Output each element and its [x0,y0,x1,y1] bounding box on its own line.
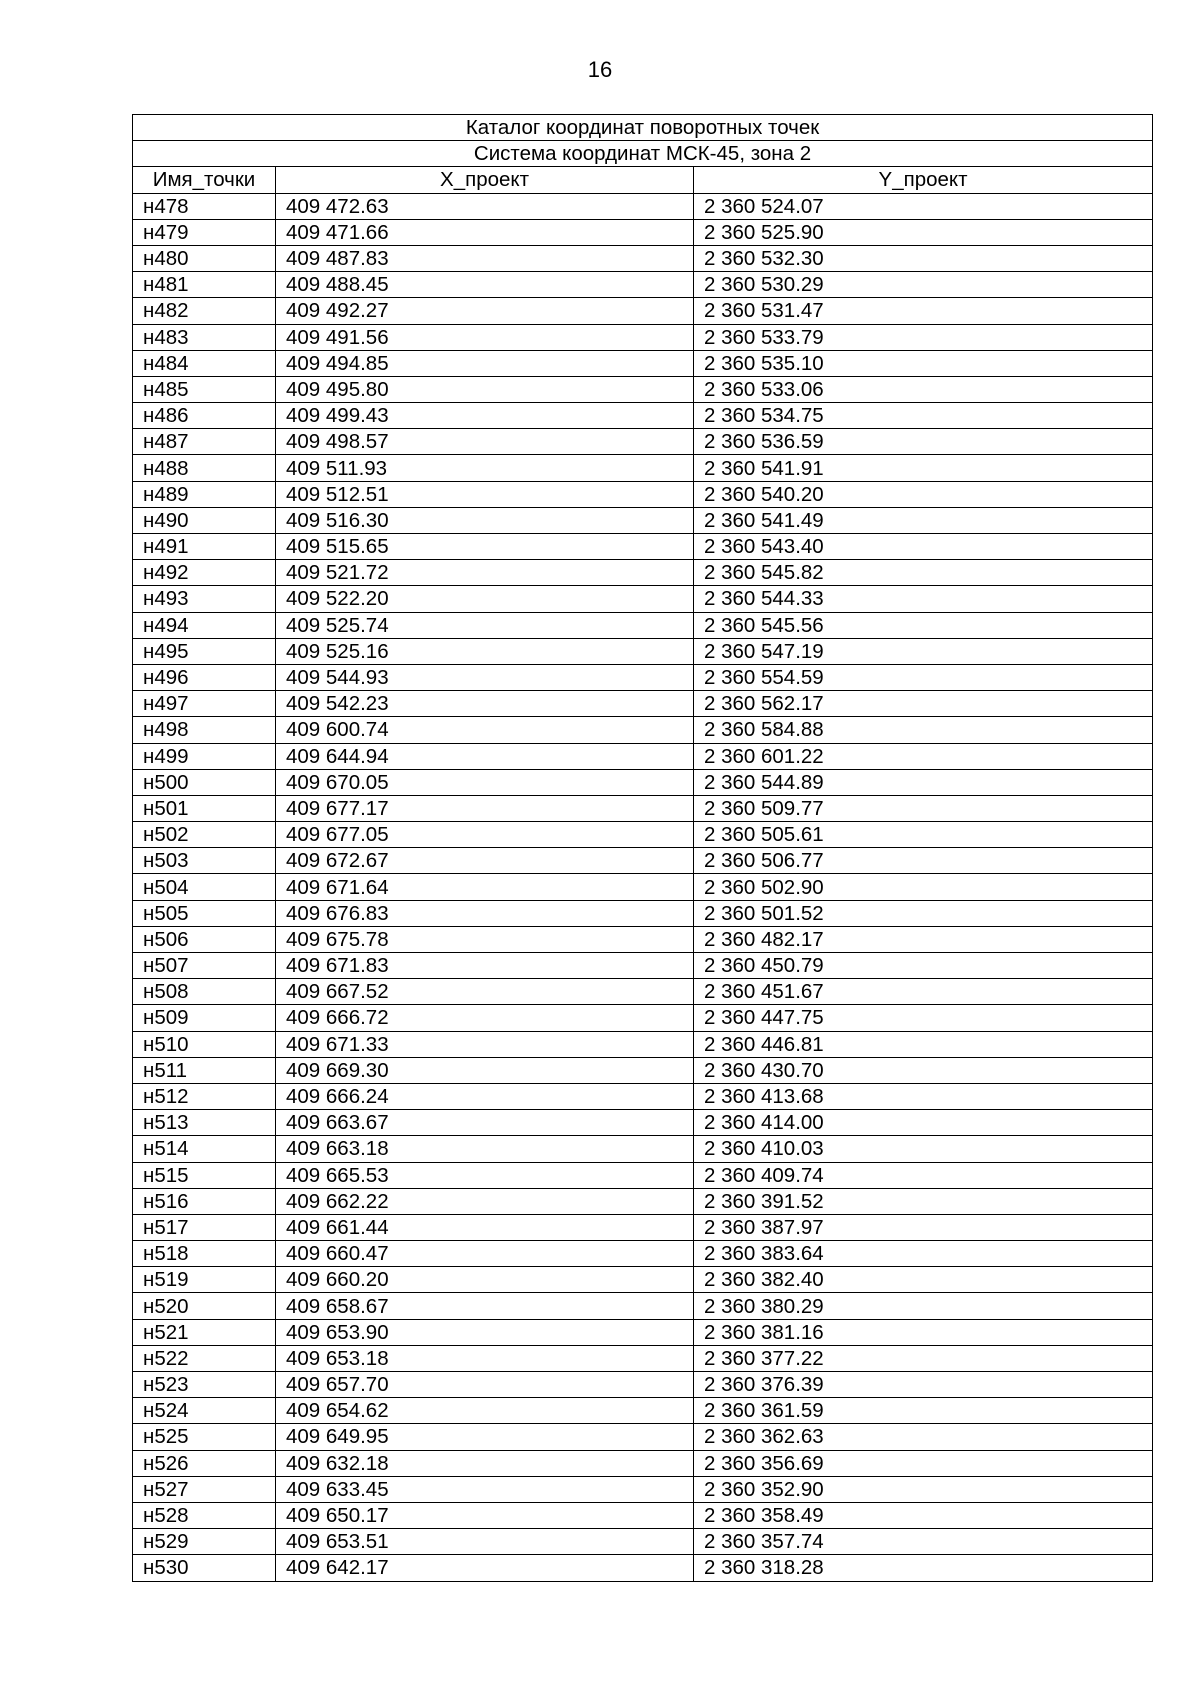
cell-x-coordinate: 409 653.90 [276,1319,694,1345]
cell-y-coordinate: 2 360 505.61 [694,822,1153,848]
cell-x-coordinate: 409 662.22 [276,1188,694,1214]
table-row [133,1398,1153,1424]
cell-x-coordinate: 409 677.05 [276,822,694,848]
table-row [133,1031,1153,1057]
cell-y-coordinate: 2 360 450.79 [694,953,1153,979]
table-row [133,1188,1153,1214]
cell-point-name: н483 [133,324,276,350]
cell-point-name: н494 [133,612,276,638]
table-row [133,1319,1153,1345]
cell-x-coordinate: 409 515.65 [276,534,694,560]
cell-x-coordinate: 409 653.51 [276,1529,694,1555]
cell-point-name: н478 [133,193,276,219]
cell-point-name: н495 [133,638,276,664]
cell-y-coordinate: 2 360 536.59 [694,429,1153,455]
cell-point-name: н502 [133,822,276,848]
cell-point-name: н496 [133,664,276,690]
cell-point-name: н497 [133,691,276,717]
cell-x-coordinate: 409 650.17 [276,1502,694,1528]
table-row [133,1214,1153,1240]
table-row [133,429,1153,455]
cell-point-name: н518 [133,1241,276,1267]
cell-point-name: н522 [133,1345,276,1371]
cell-point-name: н509 [133,1005,276,1031]
cell-point-name: н526 [133,1450,276,1476]
cell-x-coordinate: 409 522.20 [276,586,694,612]
cell-y-coordinate: 2 360 357.74 [694,1529,1153,1555]
cell-x-coordinate: 409 487.83 [276,245,694,271]
cell-y-coordinate: 2 360 382.40 [694,1267,1153,1293]
cell-x-coordinate: 409 600.74 [276,717,694,743]
cell-x-coordinate: 409 644.94 [276,743,694,769]
column-header-x: X_проект [276,167,694,193]
cell-x-coordinate: 409 658.67 [276,1293,694,1319]
cell-point-name: н506 [133,926,276,952]
cell-x-coordinate: 409 499.43 [276,403,694,429]
cell-y-coordinate: 2 360 387.97 [694,1214,1153,1240]
cell-x-coordinate: 409 492.27 [276,298,694,324]
cell-point-name: н484 [133,350,276,376]
cell-x-coordinate: 409 544.93 [276,664,694,690]
cell-x-coordinate: 409 516.30 [276,507,694,533]
table-row [133,1450,1153,1476]
cell-y-coordinate: 2 360 509.77 [694,795,1153,821]
page-number: 16 [587,57,613,82]
cell-point-name: н500 [133,769,276,795]
table-row [133,1162,1153,1188]
table-row [133,743,1153,769]
table-row [133,822,1153,848]
coordinates-table [132,114,1153,1582]
table-row [133,1136,1153,1162]
cell-x-coordinate: 409 671.33 [276,1031,694,1057]
cell-x-coordinate: 409 667.52 [276,979,694,1005]
cell-y-coordinate: 2 360 356.69 [694,1450,1153,1476]
table-row [133,403,1153,429]
table-row [133,1424,1153,1450]
cell-y-coordinate: 2 360 540.20 [694,481,1153,507]
table-subtitle: Система координат МСК-45, зона 2 [133,141,1153,167]
cell-point-name: н493 [133,586,276,612]
cell-point-name: н530 [133,1555,276,1581]
cell-point-name: н489 [133,481,276,507]
cell-point-name: н485 [133,376,276,402]
cell-x-coordinate: 409 525.16 [276,638,694,664]
cell-y-coordinate: 2 360 554.59 [694,664,1153,690]
cell-x-coordinate: 409 657.70 [276,1372,694,1398]
cell-point-name: н482 [133,298,276,324]
cell-y-coordinate: 2 360 482.17 [694,926,1153,952]
cell-y-coordinate: 2 360 451.67 [694,979,1153,1005]
cell-x-coordinate: 409 472.63 [276,193,694,219]
table-row [133,1529,1153,1555]
table-row [133,245,1153,271]
cell-point-name: н481 [133,272,276,298]
cell-y-coordinate: 2 360 380.29 [694,1293,1153,1319]
table-title-row [133,115,1153,141]
cell-x-coordinate: 409 488.45 [276,272,694,298]
cell-point-name: н505 [133,900,276,926]
cell-x-coordinate: 409 642.17 [276,1555,694,1581]
cell-point-name: н513 [133,1110,276,1136]
cell-y-coordinate: 2 360 601.22 [694,743,1153,769]
table-row [133,638,1153,664]
table-row [133,507,1153,533]
cell-x-coordinate: 409 663.67 [276,1110,694,1136]
cell-y-coordinate: 2 360 541.91 [694,455,1153,481]
table-row [133,1372,1153,1398]
table-row [133,219,1153,245]
cell-x-coordinate: 409 675.78 [276,926,694,952]
table-row [133,1005,1153,1031]
cell-y-coordinate: 2 360 362.63 [694,1424,1153,1450]
table-row [133,717,1153,743]
cell-point-name: н521 [133,1319,276,1345]
table-row [133,586,1153,612]
cell-point-name: н529 [133,1529,276,1555]
table-row [133,534,1153,560]
table-row [133,1476,1153,1502]
table-header-row [133,167,1153,193]
cell-y-coordinate: 2 360 545.56 [694,612,1153,638]
cell-y-coordinate: 2 360 547.19 [694,638,1153,664]
cell-x-coordinate: 409 471.66 [276,219,694,245]
cell-point-name: н520 [133,1293,276,1319]
cell-point-name: н523 [133,1372,276,1398]
cell-y-coordinate: 2 360 352.90 [694,1476,1153,1502]
table-row [133,481,1153,507]
cell-y-coordinate: 2 360 535.10 [694,350,1153,376]
cell-x-coordinate: 409 653.18 [276,1345,694,1371]
cell-point-name: н510 [133,1031,276,1057]
cell-y-coordinate: 2 360 501.52 [694,900,1153,926]
cell-point-name: н516 [133,1188,276,1214]
table-row [133,612,1153,638]
cell-y-coordinate: 2 360 533.79 [694,324,1153,350]
table-row [133,376,1153,402]
cell-point-name: н528 [133,1502,276,1528]
cell-point-name: н491 [133,534,276,560]
table-row [133,953,1153,979]
cell-x-coordinate: 409 491.56 [276,324,694,350]
cell-point-name: н490 [133,507,276,533]
cell-y-coordinate: 2 360 524.07 [694,193,1153,219]
cell-y-coordinate: 2 360 447.75 [694,1005,1153,1031]
cell-x-coordinate: 409 670.05 [276,769,694,795]
cell-point-name: н499 [133,743,276,769]
cell-y-coordinate: 2 360 525.90 [694,219,1153,245]
cell-y-coordinate: 2 360 532.30 [694,245,1153,271]
table-row [133,926,1153,952]
cell-point-name: н504 [133,874,276,900]
cell-y-coordinate: 2 360 430.70 [694,1057,1153,1083]
cell-point-name: н517 [133,1214,276,1240]
table-row [133,1293,1153,1319]
cell-y-coordinate: 2 360 531.47 [694,298,1153,324]
cell-point-name: н525 [133,1424,276,1450]
cell-x-coordinate: 409 671.64 [276,874,694,900]
cell-point-name: н515 [133,1162,276,1188]
cell-x-coordinate: 409 521.72 [276,560,694,586]
table-row [133,324,1153,350]
table-row [133,874,1153,900]
table-row [133,1267,1153,1293]
cell-point-name: н514 [133,1136,276,1162]
table-row [133,1110,1153,1136]
cell-x-coordinate: 409 632.18 [276,1450,694,1476]
cell-point-name: н480 [133,245,276,271]
cell-y-coordinate: 2 360 533.06 [694,376,1153,402]
table-row [133,1502,1153,1528]
cell-y-coordinate: 2 360 409.74 [694,1162,1153,1188]
cell-point-name: н512 [133,1083,276,1109]
table-row [133,795,1153,821]
cell-y-coordinate: 2 360 543.40 [694,534,1153,560]
cell-y-coordinate: 2 360 562.17 [694,691,1153,717]
table-body [133,193,1153,1581]
table-row [133,1057,1153,1083]
table-row [133,848,1153,874]
cell-point-name: н501 [133,795,276,821]
cell-x-coordinate: 409 665.53 [276,1162,694,1188]
cell-x-coordinate: 409 677.17 [276,795,694,821]
cell-x-coordinate: 409 542.23 [276,691,694,717]
cell-x-coordinate: 409 512.51 [276,481,694,507]
table-row [133,272,1153,298]
cell-y-coordinate: 2 360 414.00 [694,1110,1153,1136]
cell-y-coordinate: 2 360 410.03 [694,1136,1153,1162]
cell-y-coordinate: 2 360 376.39 [694,1372,1153,1398]
table-title: Каталог координат поворотных точек [133,115,1153,141]
cell-y-coordinate: 2 360 534.75 [694,403,1153,429]
cell-x-coordinate: 409 666.72 [276,1005,694,1031]
cell-x-coordinate: 409 660.20 [276,1267,694,1293]
cell-point-name: н527 [133,1476,276,1502]
cell-y-coordinate: 2 360 381.16 [694,1319,1153,1345]
cell-point-name: н503 [133,848,276,874]
cell-x-coordinate: 409 663.18 [276,1136,694,1162]
table-row [133,900,1153,926]
cell-x-coordinate: 409 666.24 [276,1083,694,1109]
table-row [133,664,1153,690]
cell-y-coordinate: 2 360 545.82 [694,560,1153,586]
cell-x-coordinate: 409 654.62 [276,1398,694,1424]
table-row [133,1345,1153,1371]
cell-y-coordinate: 2 360 502.90 [694,874,1153,900]
cell-point-name: н519 [133,1267,276,1293]
cell-x-coordinate: 409 676.83 [276,900,694,926]
cell-point-name: н486 [133,403,276,429]
cell-y-coordinate: 2 360 446.81 [694,1031,1153,1057]
cell-y-coordinate: 2 360 383.64 [694,1241,1153,1267]
cell-x-coordinate: 409 511.93 [276,455,694,481]
column-header-y: Y_проект [694,167,1153,193]
cell-point-name: н488 [133,455,276,481]
cell-x-coordinate: 409 661.44 [276,1214,694,1240]
cell-y-coordinate: 2 360 391.52 [694,1188,1153,1214]
cell-x-coordinate: 409 495.80 [276,376,694,402]
column-header-name: Имя_точки [133,167,276,193]
table-row [133,193,1153,219]
cell-x-coordinate: 409 633.45 [276,1476,694,1502]
cell-x-coordinate: 409 494.85 [276,350,694,376]
table-row [133,455,1153,481]
cell-point-name: н524 [133,1398,276,1424]
table-row [133,691,1153,717]
cell-x-coordinate: 409 525.74 [276,612,694,638]
cell-point-name: н508 [133,979,276,1005]
cell-x-coordinate: 409 672.67 [276,848,694,874]
cell-x-coordinate: 409 669.30 [276,1057,694,1083]
cell-y-coordinate: 2 360 544.89 [694,769,1153,795]
table-row [133,1241,1153,1267]
cell-y-coordinate: 2 360 361.59 [694,1398,1153,1424]
cell-y-coordinate: 2 360 506.77 [694,848,1153,874]
table-row [133,350,1153,376]
cell-point-name: н487 [133,429,276,455]
cell-point-name: н479 [133,219,276,245]
cell-x-coordinate: 409 649.95 [276,1424,694,1450]
table-row [133,560,1153,586]
cell-y-coordinate: 2 360 541.49 [694,507,1153,533]
cell-y-coordinate: 2 360 413.68 [694,1083,1153,1109]
cell-point-name: н492 [133,560,276,586]
cell-x-coordinate: 409 671.83 [276,953,694,979]
cell-y-coordinate: 2 360 318.28 [694,1555,1153,1581]
cell-y-coordinate: 2 360 584.88 [694,717,1153,743]
table-row [133,979,1153,1005]
table-subtitle-row [133,141,1153,167]
table-row [133,1083,1153,1109]
cell-x-coordinate: 409 660.47 [276,1241,694,1267]
cell-point-name: н511 [133,1057,276,1083]
cell-x-coordinate: 409 498.57 [276,429,694,455]
cell-y-coordinate: 2 360 358.49 [694,1502,1153,1528]
cell-point-name: н498 [133,717,276,743]
cell-point-name: н507 [133,953,276,979]
table-row [133,769,1153,795]
cell-y-coordinate: 2 360 377.22 [694,1345,1153,1371]
cell-y-coordinate: 2 360 544.33 [694,586,1153,612]
cell-y-coordinate: 2 360 530.29 [694,272,1153,298]
table-row [133,298,1153,324]
table-row [133,1555,1153,1581]
